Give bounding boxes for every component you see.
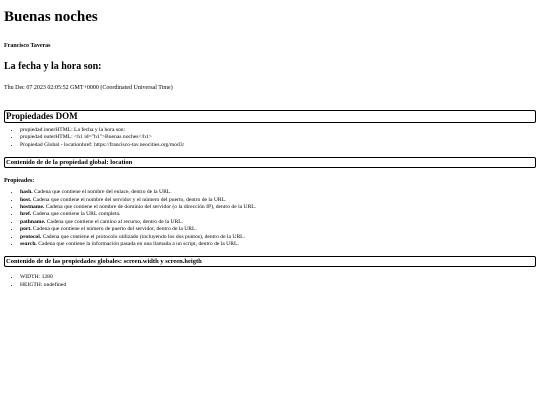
property-term: search. — [20, 241, 37, 248]
properties-label: Propieades: — [4, 178, 35, 185]
dom-properties-list — [4, 127, 536, 149]
screen-section-heading: Contenido de de las propiedades globales: screen.width y screen.heigth — [4, 256, 536, 267]
list-item — [20, 204, 536, 211]
property-description: Cadena que contiene el nombre de dominio del servidor (o la dirección IP), dentro de la URL. — [44, 204, 257, 211]
datetime-heading: La fecha y la hora son: — [4, 61, 102, 72]
property-description: Cadena que contiene el número de puerto del servidor, dentro de la URL. — [31, 226, 197, 233]
property-term: protocol. — [20, 233, 42, 240]
property-description: Cadena que contiene el protocolo utilizado (incluyendo los dos puntos), dentro de la URL. — [41, 233, 245, 240]
property-description: Cadena que contiene la información pasada en una llamada a un script, dentro de la URL. — [36, 241, 239, 248]
property-description: Cadena que contiene el nombre del servidor y el número del puerto, dentro de la URL. — [31, 196, 227, 203]
property-description: Cadena que contiene el nombre del enlace, dentro de la URL. — [32, 189, 172, 196]
property-term: pathname. — [20, 218, 46, 225]
list-item — [20, 234, 536, 241]
author-name: Francisco Taveras — [4, 43, 51, 49]
property-description: Cadena que contiene el camino al recurso, dentro de la URL. — [45, 218, 184, 225]
list-item: • propiedad outerHTML: <h1 id="h1">Buenas noches</h1> — [20, 134, 536, 141]
page-title: Buenas noches — [4, 9, 98, 25]
list-item: • HEIGTH: undefined — [20, 282, 536, 289]
property-description: Cadena que contiene la URL completa. — [31, 211, 121, 218]
list-item: • propiedad innerHTML: La fecha y la hora son: — [20, 127, 536, 134]
list-item: • WIDTH: 1280 — [20, 274, 536, 281]
property-term: href. — [20, 211, 32, 218]
property-term: hostname. — [20, 204, 45, 211]
list-item — [20, 197, 536, 204]
dom-section-heading: Propiedades DOM — [4, 110, 536, 123]
screen-properties-list — [4, 274, 536, 289]
property-term: host. — [20, 196, 32, 203]
datetime-value: Thu Dec 07 2023 02:05:52 GMT+0000 (Coordinated Universal Time) — [4, 85, 173, 91]
property-term: hash. — [20, 189, 33, 196]
list-item — [20, 219, 536, 226]
list-item — [20, 226, 536, 233]
location-section-heading: Contenido de de la propiedad global: location — [4, 157, 536, 168]
property-term: port. — [20, 226, 32, 233]
location-properties-list — [4, 189, 536, 248]
list-item: • Propiedad Global - locationhref: https://francisco-tav.neocities.org/mod3/ — [20, 142, 536, 149]
page — [0, 9, 540, 289]
list-item — [20, 211, 536, 218]
list-item — [20, 241, 536, 248]
list-item — [20, 189, 536, 196]
